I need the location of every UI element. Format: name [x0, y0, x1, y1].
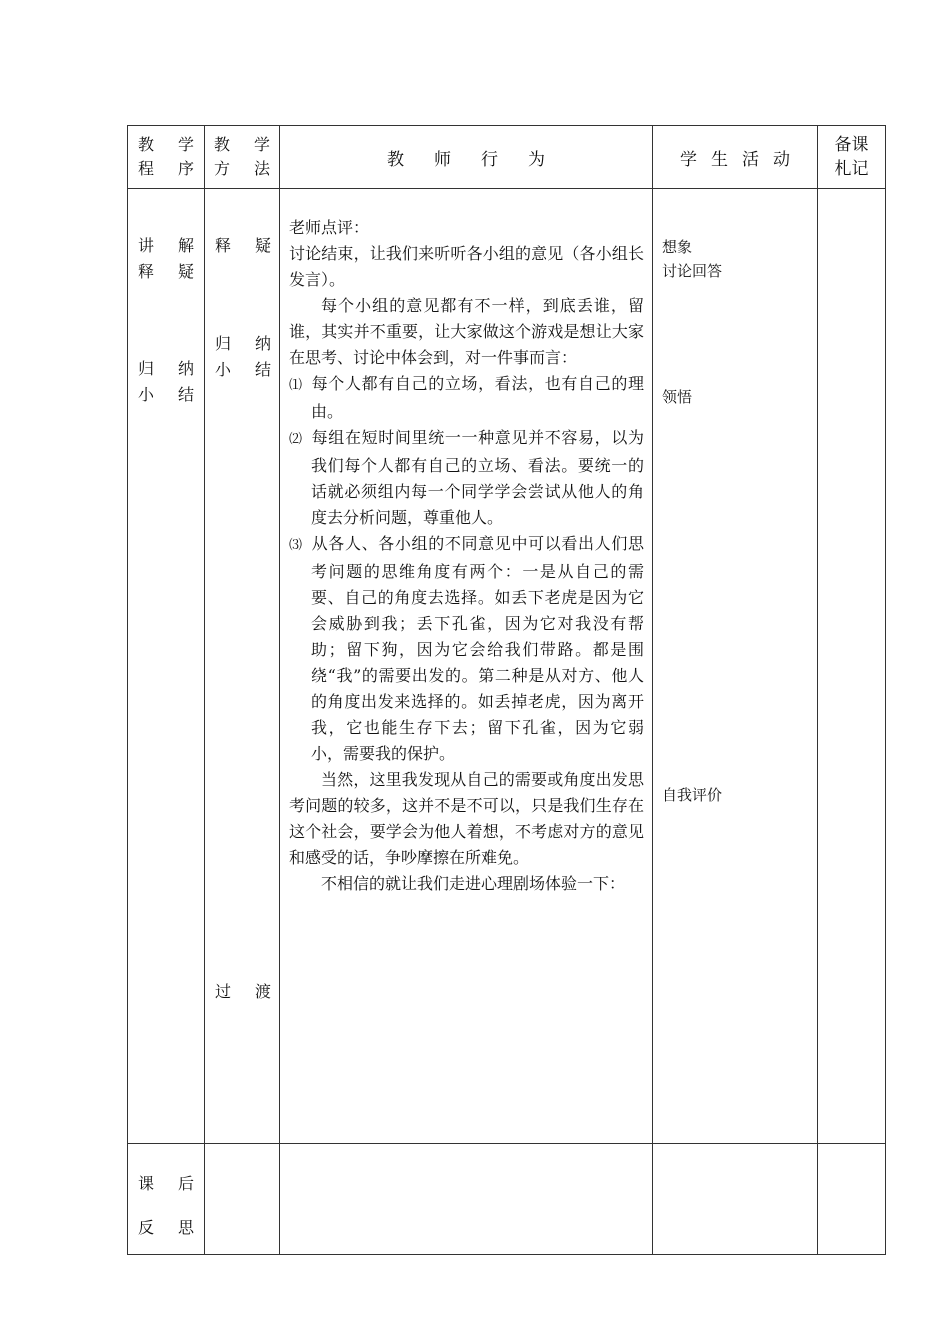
header-col2-line2: 方法	[214, 159, 270, 178]
method-clarify: 释疑	[215, 236, 271, 255]
student-self-evaluate: 自我评价	[662, 786, 723, 804]
student-imagine: 想象	[662, 238, 693, 256]
reflection-notes-cell	[818, 1144, 886, 1255]
reflection-label-cell	[128, 1144, 205, 1255]
reflection-label: 课后 反思	[138, 1174, 194, 1237]
header-row	[128, 126, 886, 189]
reflection-student-cell	[653, 1144, 818, 1255]
teacher-para3: 不相信的就让我们走进心理剧场体验一下：	[321, 874, 626, 893]
stage-summary: 归纳 小结	[138, 359, 194, 404]
teacher-para1: 每个小组的意见都有不一样，到底丢谁，留谁，其实并不重要，让大家做这个游戏是想让大家在思考、讨论中体会到，对一件事而言：	[289, 296, 644, 367]
method-summary: 归纳 小结	[215, 334, 271, 379]
header-col1-line1: 教学	[138, 135, 194, 154]
student-comprehend: 领悟	[662, 388, 693, 406]
teacher-item-1: ⑴ 每个人都有自己的立场，看法，也有自己的理由。	[289, 374, 644, 421]
header-notes-line1: 备课	[834, 135, 869, 155]
teacher-para2: 当然，这里我发现从自己的需要或角度出发思考问题的较多，这并不是不可以，只是我们生存在这个社会，要学会为他人着想，不考虑对方的意见和感受的话，争吵摩擦在所难免。	[289, 770, 644, 867]
notes-cell	[818, 189, 886, 1144]
method-transition: 过渡	[215, 982, 271, 1001]
header-teacher-label: 教师行为	[387, 149, 575, 170]
teacher-intro-label: 老师点评：	[289, 218, 370, 237]
header-col1-line2: 程序	[138, 159, 194, 178]
reflection-row	[128, 1144, 886, 1255]
teacher-item-2: ⑵ 每组在短时间里统一一种意见并不容易，以为我们每个人都有自己的立场、看法。要统一的话就必须组内每一个同学学会尝试从他人的角度去分析问题，尊重他人。	[289, 428, 644, 527]
header-teaching-sequence	[128, 126, 205, 189]
student-discuss: 讨论回答	[662, 262, 723, 280]
reflection-method-cell	[205, 1144, 280, 1255]
header-teaching-method	[205, 126, 280, 189]
header-student-activity	[653, 126, 818, 189]
stage-explain: 讲解 释疑	[138, 236, 194, 281]
method-cell	[205, 189, 280, 1144]
teacher-behaviour-cell	[280, 189, 653, 1144]
stage-cell	[128, 189, 205, 1144]
header-col2-line1: 教学	[214, 135, 270, 154]
teacher-item-3: ⑶ 从各人、各小组的不同意见中可以看出人们思考问题的思维角度有两个：一是从自己的需要、自己的角度去选择。如丢下老虎是因为它会威胁到我；丢下孔雀，因为它对我没有帮助；留下狗，因为它会给我们带路。都是围绕“我”的需要出发的。第二种是从对方、他人的角度出发来选择的。如丢掉老虎，因为离开我，它也能生存下去；留下孔雀，因为它弱小，需要我的保护。	[289, 534, 644, 763]
header-teacher-behaviour	[280, 126, 653, 189]
header-notes-line2: 札记	[834, 159, 869, 179]
teacher-intro: 讨论结束，让我们来听听各小组的意见（各小组长发言）。	[289, 244, 644, 289]
teacher-text	[280, 189, 652, 897]
header-student-label: 学生活动	[680, 149, 804, 170]
reflection-teacher-cell	[280, 1144, 653, 1255]
student-activity-cell	[653, 189, 818, 1144]
lesson-plan-table	[127, 125, 886, 1255]
body-row	[128, 189, 886, 1144]
header-notes	[818, 126, 886, 189]
